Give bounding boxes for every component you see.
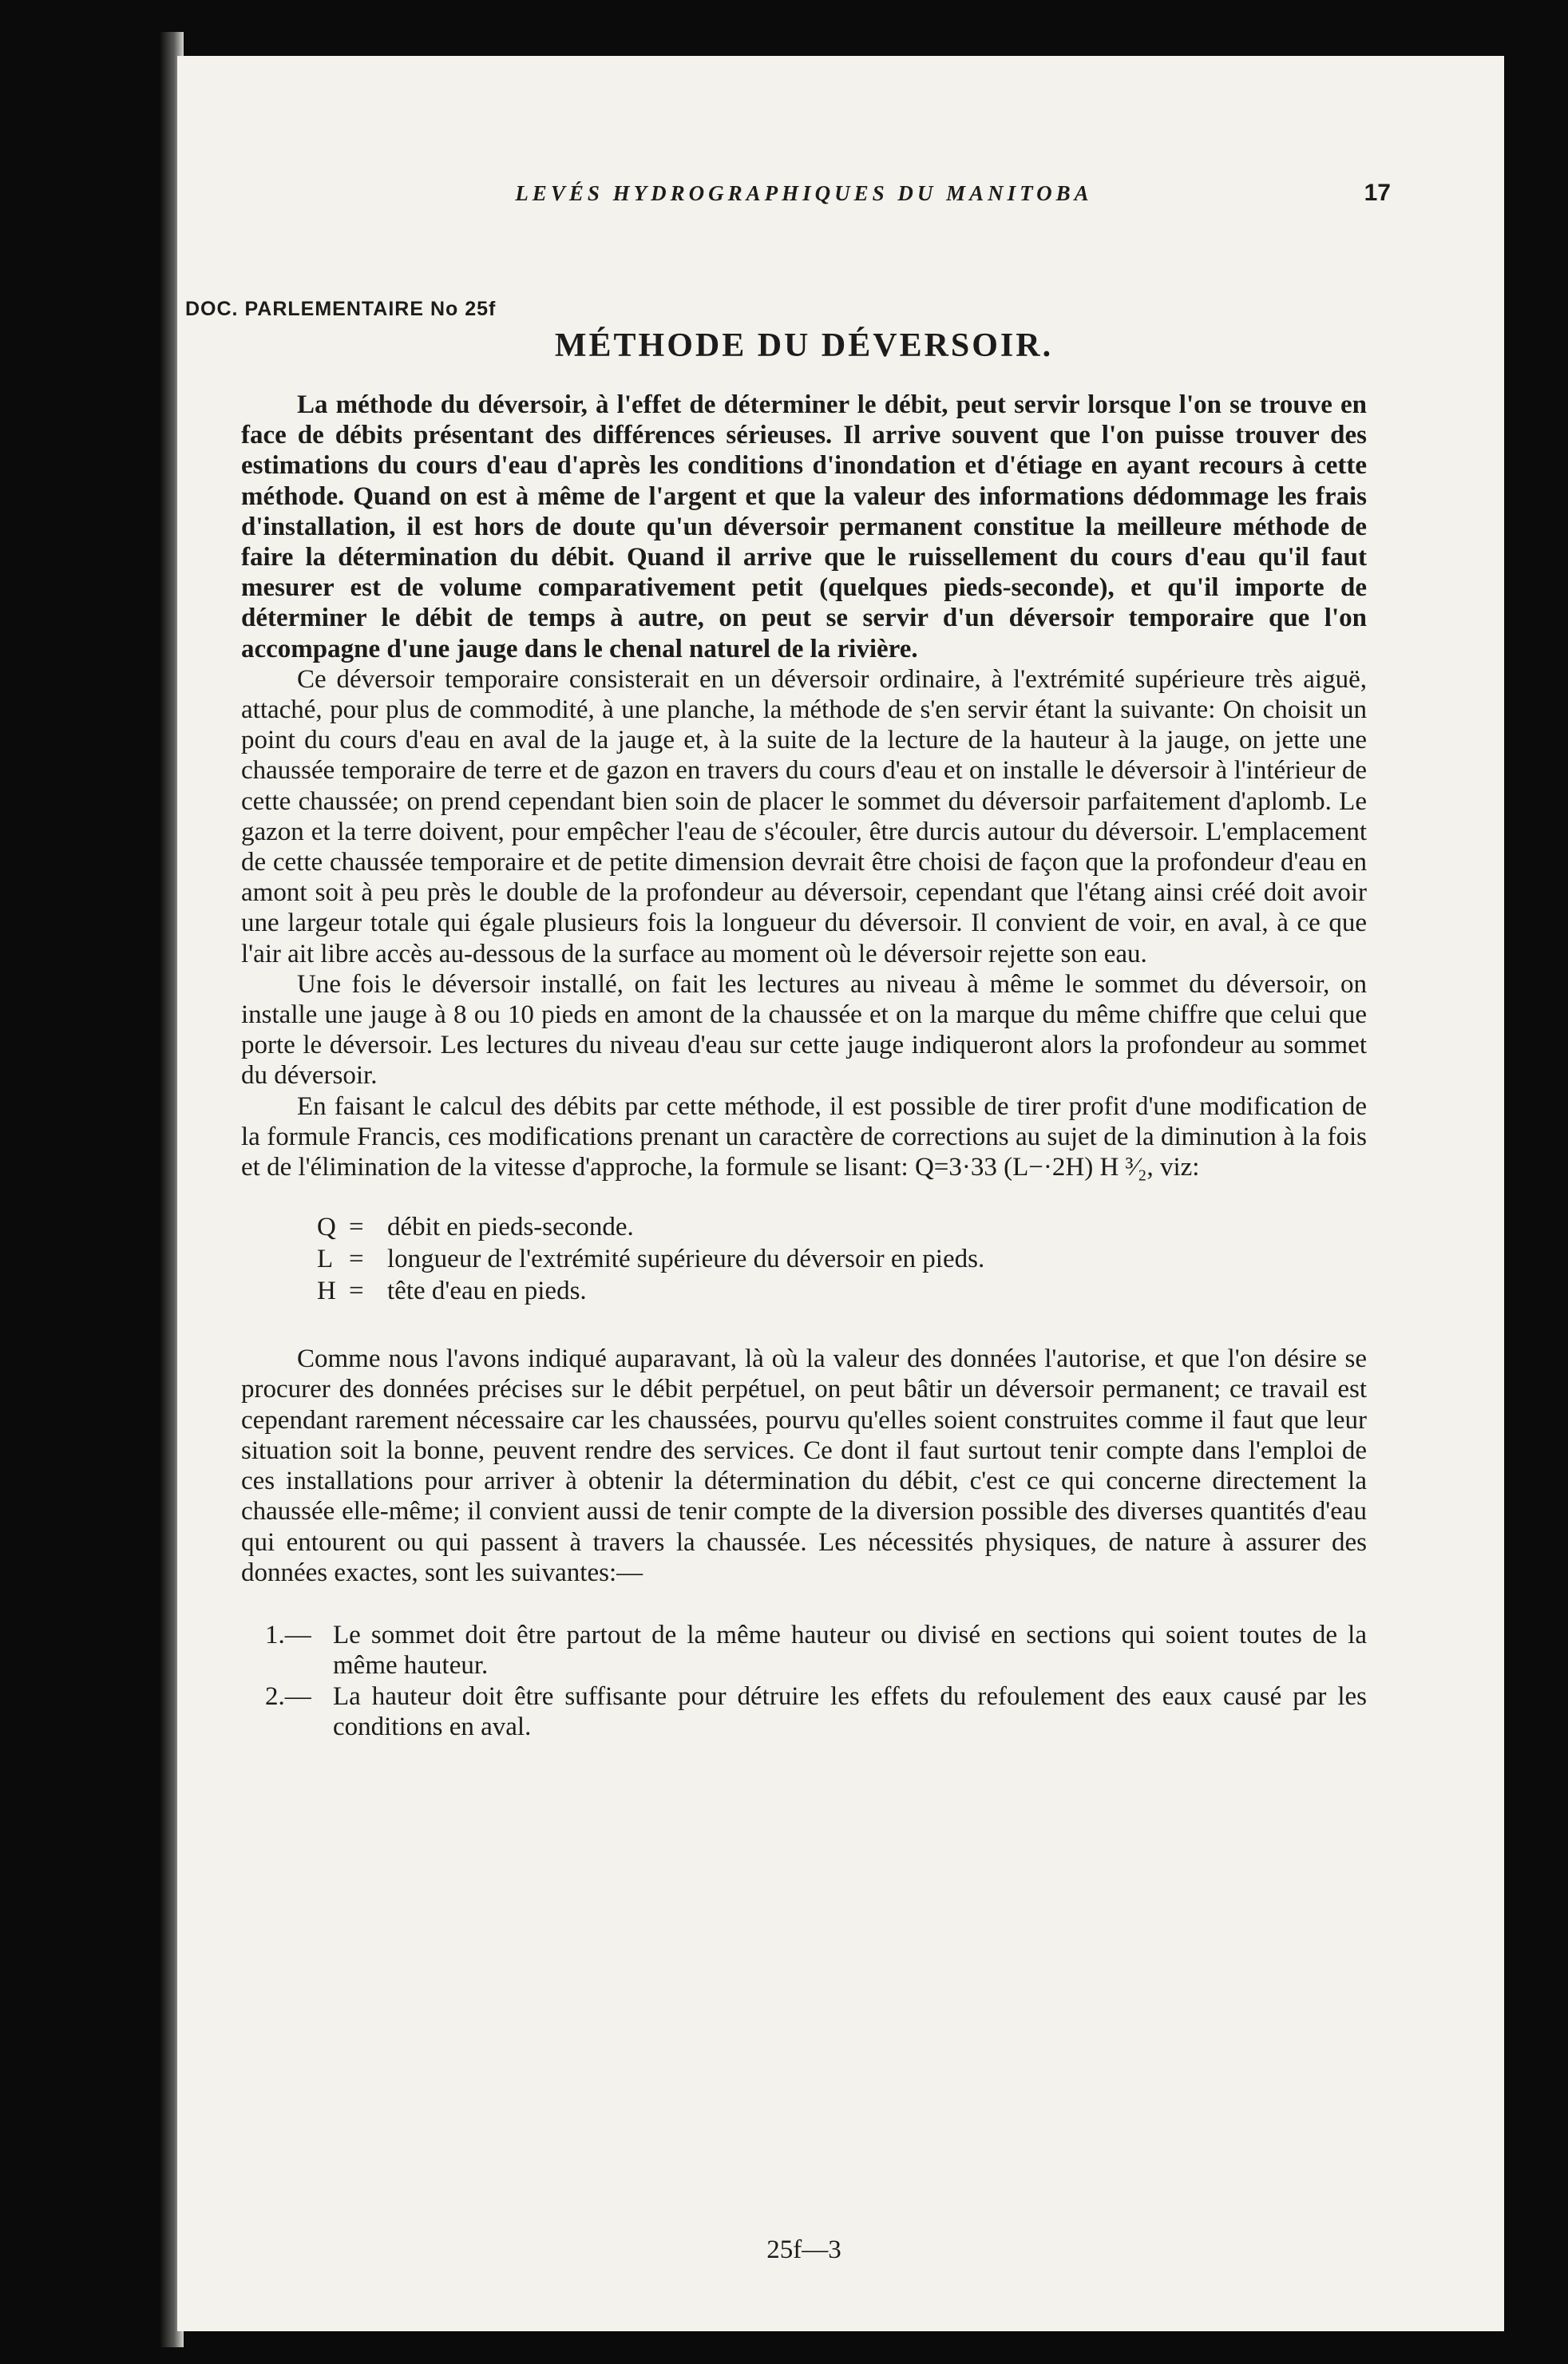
list-item-number: 2.— — [265, 1681, 311, 1711]
page-folio: 25f—3 — [766, 2235, 841, 2264]
formula-definitions — [317, 1211, 1367, 1307]
definition-equals: = — [349, 1213, 364, 1242]
list-item — [265, 1681, 1367, 1743]
list-item-text: La hauteur doit être suffisante pour détruire les effets du refoulement des eaux causé par les conditions en aval. — [333, 1681, 1367, 1742]
definition-text: débit en pieds-seconde. — [387, 1213, 634, 1242]
paragraph-5: Comme nous l'avons indiqué auparavant, là où la valeur des données l'autorise, et que l'on désire se procurer des données précises sur le débit perpétuel, on peut bâtir un déversoir permanent; ce travail est cependant rarement nécessaire car les chaussées, pourvu qu'elles soient construites comme il faut que leur situation soit la bonne, peuvent rendre des services. Ce dont il faut surtout tenir compte dans l'emploi de ces installations pour arriver à obtenir la détermination du débit, c'est ce qui concerne directement la chaussée elle-même; il convient aussi de tenir compte de la diversion possible des diverses quantités d'eau qui entourent ou qui passent à travers la chaussée. Les nécessités physiques, de nature à assurer des données exactes, sont les suivantes:— — [241, 1344, 1367, 1587]
body-text — [241, 390, 1367, 1743]
running-header — [241, 180, 1391, 212]
definition-symbol: H — [317, 1277, 336, 1306]
document-label: DOC. PARLEMENTAIRE No 25f — [185, 298, 497, 320]
paragraph-4: En faisant le calcul des débits par cette méthode, il est possible de tirer profit d'une modification de la formule Francis, ces modifications prenant un caractère de corrections au sujet de la diminution à la fois et de l'élimination de la vitesse d'approche, la formule se lisant: Q=3·33 (L−·2H) H ³⁄₂, viz: — [241, 1091, 1367, 1182]
definition-symbol: L — [317, 1245, 334, 1274]
definition-equals: = — [349, 1277, 364, 1306]
list-item-text: Le sommet doit être partout de la même hauteur ou divisé en sections qui soient toutes de la même hauteur. — [333, 1620, 1367, 1681]
paragraph-2: Ce déversoir temporaire consisterait en un déversoir ordinaire, à l'extrémité supérieure très aiguë, attaché, pour plus de commodité, à une planche, la méthode de s'en servir étant la suivante: On choisit un point du cours d'eau en aval de la jauge et, à la suite de la lecture de la hauteur à la jauge, on jette une chaussée temporaire de terre et de gazon en travers du cours d'eau et on installe le déversoir à l'intérieur de cette chaussée; on prend cependant bien soin de placer le sommet du déversoir parfaitement d'aplomb. Le gazon et la terre doivent, pour empêcher l'eau de s'écouler, être durcis autour du déversoir. L'emplacement de cette chaussée temporaire et de petite dimension devrait être choisi de façon que la profondeur d'eau en amont soit à peu près le double de la profondeur au déversoir, cependant que l'étang ainsi créé doit avoir une largeur totale qui égale plusieurs fois la longueur du déversoir. Il convient de voir, en aval, à ce que l'air ait libre accès au-dessous de la surface au moment où le déversoir rejette son eau. — [241, 664, 1367, 968]
definition-row — [317, 1275, 1367, 1307]
section-title: MÉTHODE DU DÉVERSOIR. — [554, 327, 1054, 364]
conditions-list — [241, 1620, 1367, 1743]
page-number: 17 — [1364, 180, 1391, 206]
list-item — [265, 1620, 1367, 1681]
running-title: LEVÉS HYDROGRAPHIQUES DU MANITOBA — [515, 181, 1093, 205]
paragraph-1: La méthode du déversoir, à l'effet de déterminer le débit, peut servir lorsque l'on se trouve en face de débits présentant des différences sérieuses. Il arrive souvent que l'on puisse trouver des estimations du cours d'eau d'après les conditions d'inondation et d'étiage en ayant recours à cette méthode. Quand on est à même de l'argent et que la valeur des informations dédommage les frais d'installation, il est hors de doute qu'un déversoir permanent constitue la meilleure méthode de faire la détermination du débit. Quand il arrive que le ruissellement du cours d'eau qu'il faut mesurer est de volume comparativement petit (quelques pieds-seconde), et qu'il importe de déterminer le débit de temps à autre, on peut se servir d'un déversoir temporaire que l'on accompagne d'une jauge dans le chenal naturel de la rivière. — [241, 390, 1367, 663]
definition-row — [317, 1243, 1367, 1275]
definition-symbol: Q — [317, 1213, 336, 1242]
paragraph-3: Une fois le déversoir installé, on fait les lectures au niveau à même le sommet du déversoir, on installe une jauge à 8 ou 10 pieds en amont de la chaussée et on la marque du même chiffre que celui que porte le déversoir. Les lectures du niveau d'eau sur cette jauge indiqueront alors la profondeur au sommet du déversoir. — [241, 969, 1367, 1091]
definition-equals: = — [349, 1245, 364, 1274]
definition-text: longueur de l'extrémité supérieure du déversoir en pieds. — [387, 1245, 985, 1274]
definition-text: tête d'eau en pieds. — [387, 1277, 587, 1306]
definition-row — [317, 1211, 1367, 1243]
scanned-page — [177, 56, 1504, 2331]
list-item-number: 1.— — [265, 1620, 311, 1649]
